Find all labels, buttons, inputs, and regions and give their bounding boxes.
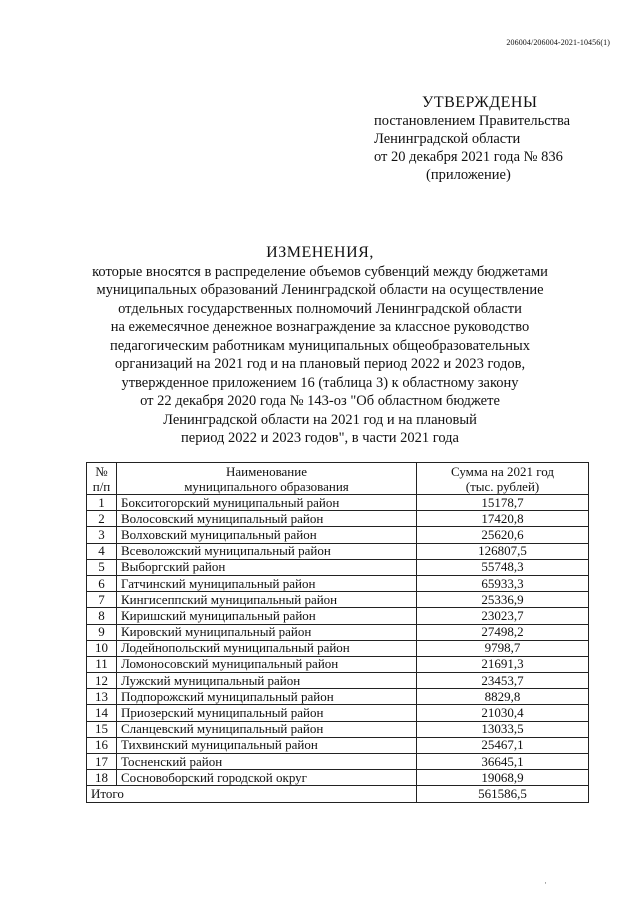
row-number: 12 [87,673,117,689]
table-row [87,640,589,656]
row-amount: 15178,7 [417,495,589,511]
row-amount: 13033,5 [417,721,589,737]
row-amount: 65933,3 [417,575,589,591]
header-number-line2: п/п [92,478,111,494]
row-number: 11 [87,656,117,672]
title-line: период 2022 и 2023 годов", в части 2021 года [181,430,459,446]
table-header-row [87,463,589,495]
title-line: от 22 декабря 2020 года № 143-оз "Об областном бюджете [140,393,500,409]
row-amount: 17420,8 [417,511,589,527]
title-line: организаций на 2021 год и на плановый период 2022 и 2023 годов, [114,356,526,372]
title-line: Ленинградской области на 2021 год и на плановый [163,411,477,428]
row-number: 5 [87,559,117,575]
row-amount: 23453,7 [417,673,589,689]
table-row [87,543,589,559]
row-municipality: Кингисеппский муниципальный район [117,592,417,608]
row-number: 15 [87,721,117,737]
row-number: 2 [87,511,117,527]
row-amount: 8829,8 [417,689,589,705]
header-amount-line2: (тыс. рублей) [465,478,540,494]
row-amount: 25620,6 [417,527,589,543]
row-amount: 55748,3 [417,559,589,575]
table-row [87,624,589,640]
row-number: 14 [87,705,117,721]
title-line: на ежемесячное денежное вознаграждение за классное руководство [110,319,530,335]
table-row [87,656,589,672]
table-total-row [87,786,589,802]
row-number: 6 [87,575,117,591]
table-row [87,770,589,786]
row-number: 7 [87,592,117,608]
table-row [87,592,589,608]
title-line: отдельных государственных полномочий Ленинградской области [118,300,522,317]
row-amount: 23023,7 [417,608,589,624]
row-amount: 36645,1 [417,754,589,770]
header-number-line1: № [95,463,108,479]
row-amount: 9798,7 [417,640,589,656]
title-line: которые вносятся в распределение объемов субвенций между бюджетами [92,263,548,280]
row-number: 4 [87,543,117,559]
row-amount: 19068,9 [417,770,589,786]
row-municipality: Выборгский район [117,559,417,575]
table-row [87,608,589,624]
row-municipality: Сланцевский муниципальный район [117,721,417,737]
approval-line-resolution: постановлением Правительства [374,113,571,129]
row-amount: 126807,5 [417,543,589,559]
document-registration-number: 206004/206004-2021-10456(1) [506,38,610,47]
header-municipality-line2: муниципального образования [184,478,349,494]
row-amount: 21691,3 [417,656,589,672]
row-municipality: Сосновоборский городской округ [117,770,417,786]
row-number: 8 [87,608,117,624]
approval-line-date: от 20 декабря 2021 года № 836 [374,149,563,165]
title-line: педагогическим работникам муниципальных общеобразовательных [109,337,531,354]
row-municipality: Волховский муниципальный район [117,527,417,543]
header-municipality-line1: Наименование [226,463,307,479]
table-row [87,673,589,689]
approval-block [374,94,604,184]
row-municipality: Бокситогорский муниципальный район [117,495,417,511]
document-title: ИЗМЕНЕНИЯ, [266,244,374,261]
table-row [87,721,589,737]
row-amount: 25467,1 [417,737,589,753]
title-line: муниципальных образований Ленинградской области на осуществление [96,282,544,298]
total-label: Итого [87,786,417,802]
row-municipality: Волосовский муниципальный район [117,511,417,527]
table-row [87,527,589,543]
row-municipality: Кировский муниципальный район [117,624,417,640]
table-row [87,737,589,753]
table-row [87,495,589,511]
row-municipality: Гатчинский муниципальный район [117,575,417,591]
row-number: 9 [87,624,117,640]
approval-heading: УТВЕРЖДЕНЫ [422,94,538,111]
row-number: 1 [87,495,117,511]
table-row [87,575,589,591]
header-amount [417,463,589,495]
header-municipality [117,463,417,495]
approval-line-region: Ленинградской области [374,131,521,147]
row-municipality: Всеволожский муниципальный район [117,543,417,559]
table-row [87,705,589,721]
approval-line-appendix: (приложение) [426,167,511,183]
row-amount: 25336,9 [417,592,589,608]
row-municipality: Ломоносовский муниципальный район [117,656,417,672]
row-number: 10 [87,640,117,656]
table-row [87,559,589,575]
row-municipality: Лужский муниципальный район [117,673,417,689]
header-number [87,463,117,495]
page-footer-mark: · [544,878,547,888]
row-municipality: Тосненский район [117,754,417,770]
row-municipality: Приозерский муниципальный район [117,705,417,721]
document-title-block [60,244,580,448]
row-municipality: Подпорожский муниципальный район [117,689,417,705]
row-number: 3 [87,527,117,543]
row-municipality: Лодейнопольский муниципальный район [117,640,417,656]
table-row [87,511,589,527]
row-number: 18 [87,770,117,786]
row-amount: 27498,2 [417,624,589,640]
table-row [87,754,589,770]
header-amount-line1: Сумма на 2021 год [450,463,555,479]
row-number: 16 [87,737,117,753]
row-municipality: Киришский муниципальный район [117,608,417,624]
subvention-table [86,462,589,803]
row-number: 13 [87,689,117,705]
row-number: 17 [87,754,117,770]
total-amount: 561586,5 [417,786,589,802]
table-row [87,689,589,705]
row-municipality: Тихвинский муниципальный район [117,737,417,753]
title-line: утвержденное приложением 16 (таблица 3) к областному закону [121,374,519,391]
row-amount: 21030,4 [417,705,589,721]
